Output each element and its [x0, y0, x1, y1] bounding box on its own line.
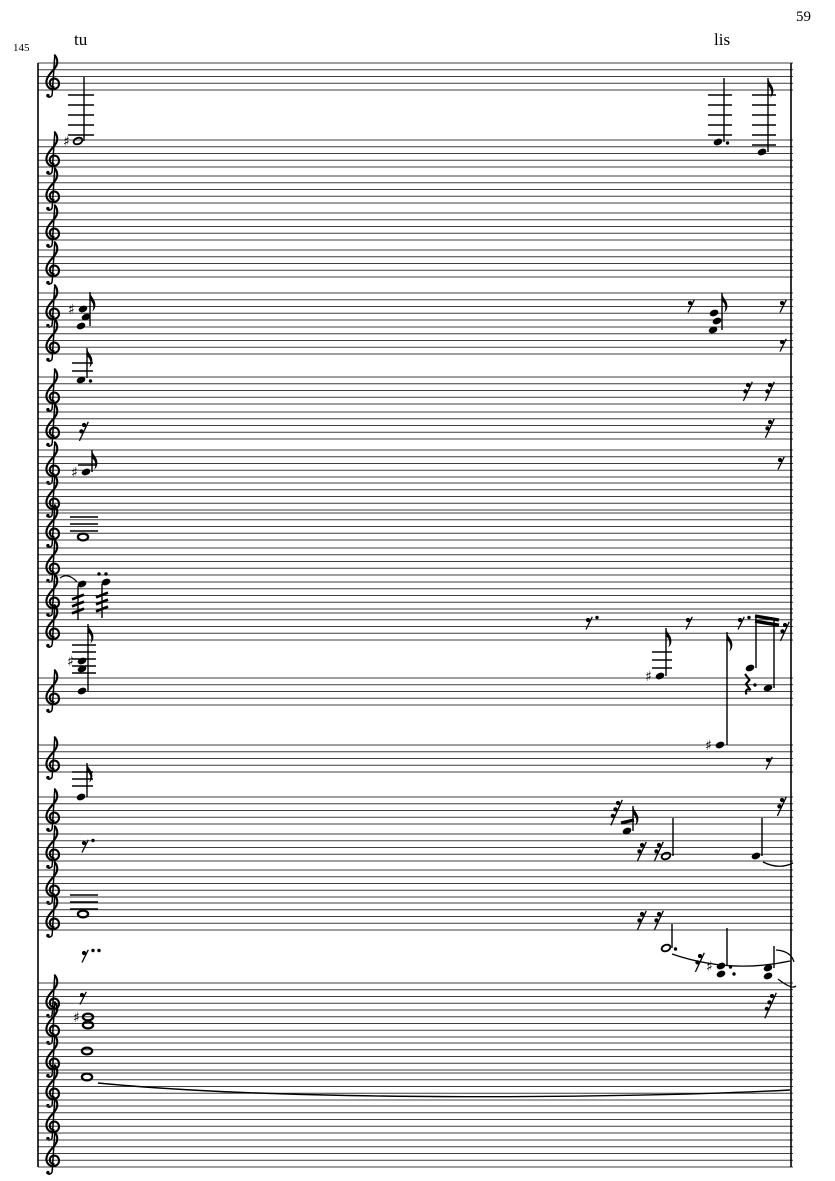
eighth-flag-icon	[727, 632, 732, 652]
event-note	[101, 577, 112, 618]
event-rest	[777, 797, 786, 816]
half-note-head	[661, 851, 672, 860]
staff-12	[38, 505, 793, 547]
note-head	[715, 740, 726, 749]
eighth-flag-icon	[722, 293, 727, 313]
sharp-icon: ♯	[63, 134, 70, 150]
sharp-icon: ♯	[645, 669, 652, 685]
augmentation-dot	[674, 947, 677, 950]
sharp-icon: ♯	[67, 654, 74, 670]
rest-hook-dot	[770, 994, 774, 998]
staff-10	[38, 442, 793, 484]
staff-15	[38, 605, 793, 647]
note-head	[78, 304, 89, 313]
augmentation-dot	[732, 972, 735, 975]
event-note	[68, 292, 95, 331]
event-note	[763, 946, 774, 981]
events-layer	[60, 77, 796, 1097]
event-rest	[765, 382, 774, 401]
staff-25	[38, 1065, 793, 1107]
event-note	[705, 632, 732, 754]
note-head	[81, 467, 92, 476]
note-head	[712, 316, 723, 325]
event-rest	[766, 757, 772, 770]
lyric-syllable-lis: lis	[714, 30, 731, 49]
staff-1	[38, 55, 793, 97]
long-slur	[98, 1083, 790, 1097]
note-head	[716, 969, 727, 978]
event-slur	[763, 862, 793, 866]
event-rest	[637, 911, 646, 930]
staff-11	[38, 475, 793, 517]
rest-hook-dot	[616, 801, 620, 805]
page-number: 59	[796, 9, 811, 25]
note-head	[655, 671, 666, 680]
staff-9	[38, 404, 793, 446]
event-note	[713, 78, 730, 147]
event-beam	[621, 820, 634, 823]
event-note	[706, 928, 732, 979]
staff-2	[38, 132, 793, 174]
event-trem	[72, 595, 84, 614]
augmentation-dot	[104, 572, 107, 575]
eighth-flag-icon	[633, 806, 638, 826]
eighth-flag-icon	[90, 292, 95, 312]
note-head	[763, 971, 774, 980]
event-ledgers	[652, 652, 672, 668]
note-head	[77, 656, 88, 665]
eighth-flag-icon	[666, 628, 671, 648]
event-note	[82, 1048, 92, 1055]
augmentation-dot	[97, 949, 100, 952]
staff-24	[38, 1035, 793, 1077]
eighth-flag-icon	[87, 348, 92, 368]
lyric-syllable-tu: tu	[74, 30, 88, 49]
note-head	[713, 137, 724, 146]
note-head	[76, 321, 87, 330]
event-dot	[732, 972, 735, 975]
whole-note-head	[78, 534, 88, 541]
whole-note-head	[82, 1048, 92, 1055]
note-head	[76, 792, 87, 801]
event-note	[645, 628, 671, 685]
event-note	[763, 620, 774, 693]
event-slur	[672, 954, 790, 966]
whole-note-head	[78, 911, 88, 918]
staff-3	[38, 168, 793, 210]
augmentation-dot	[91, 949, 94, 952]
event-dot	[104, 572, 107, 575]
event-dot	[97, 572, 100, 575]
staff-16	[38, 670, 793, 712]
event-note	[83, 1022, 93, 1029]
event-note	[82, 1074, 92, 1081]
beam	[755, 621, 779, 625]
half-note-head	[661, 943, 672, 952]
event-rest	[743, 382, 752, 401]
event-rest	[780, 622, 789, 641]
event-note	[77, 579, 88, 620]
beam	[621, 820, 634, 823]
event-note	[76, 763, 93, 802]
event-ledgers	[708, 95, 732, 135]
note-head	[751, 851, 762, 860]
staff-27	[38, 1132, 793, 1174]
sharp-icon: ♯	[71, 465, 78, 481]
event-rest	[79, 422, 88, 441]
augmentation-dot	[89, 379, 92, 382]
whole-note-head	[82, 1074, 92, 1081]
event-note	[745, 617, 756, 673]
note-head	[745, 663, 756, 672]
event-rest	[654, 911, 663, 930]
augmentation-dot	[753, 683, 756, 686]
measure-number: 145	[13, 42, 30, 54]
staff-22	[38, 975, 793, 1017]
event-note	[78, 911, 88, 918]
staves-layer	[38, 55, 793, 1174]
augmentation-dot	[97, 572, 100, 575]
event-rest	[80, 992, 86, 1005]
half-note-head	[73, 136, 84, 145]
staff-5	[38, 242, 793, 284]
event-note	[78, 534, 88, 541]
event-note	[63, 77, 84, 150]
event-rest	[586, 616, 599, 630]
staff-13	[38, 540, 793, 582]
staff-8	[38, 369, 793, 411]
augmentation-dot	[726, 141, 729, 144]
staff-4	[38, 205, 793, 247]
slur	[672, 954, 790, 966]
sharp-icon: ♯	[73, 1010, 80, 1026]
slur	[763, 862, 793, 866]
whole-note-head	[83, 1022, 93, 1029]
staff-6	[38, 285, 793, 327]
slur	[60, 576, 77, 582]
sharp-icon: ♯	[705, 738, 712, 754]
staff-18	[38, 789, 793, 831]
staff-21	[38, 895, 793, 937]
event-rest	[82, 949, 101, 963]
event-ledgers	[70, 517, 98, 531]
staff-20	[38, 862, 793, 904]
augmentation-dot	[91, 839, 94, 842]
event-rest	[738, 616, 751, 630]
staff-17	[38, 737, 793, 779]
staff-19	[38, 826, 793, 868]
augmentation-dot	[747, 616, 750, 619]
note-head	[757, 147, 768, 156]
event-longslur	[98, 1083, 790, 1097]
event-slur	[60, 576, 77, 582]
staff-26	[38, 1098, 793, 1140]
augmentation-dot	[595, 616, 598, 619]
staff-7	[38, 319, 793, 361]
staff-23	[38, 1002, 793, 1044]
event-beam	[755, 616, 779, 625]
sharp-icon: ♯	[68, 302, 75, 318]
augmentation-dot	[729, 965, 732, 968]
event-rest	[765, 419, 774, 438]
staff-14	[38, 574, 793, 616]
note-head	[716, 961, 727, 970]
event-ledgers	[752, 95, 776, 145]
event-rest	[780, 339, 786, 352]
note-head	[77, 686, 88, 695]
event-rest	[637, 842, 646, 861]
event-ledgers	[68, 95, 94, 135]
event-rest	[686, 617, 692, 630]
note-head	[709, 308, 720, 317]
event-note	[661, 924, 678, 953]
eighth-flag-icon	[92, 450, 97, 470]
sharp-icon: ♯	[706, 959, 713, 975]
